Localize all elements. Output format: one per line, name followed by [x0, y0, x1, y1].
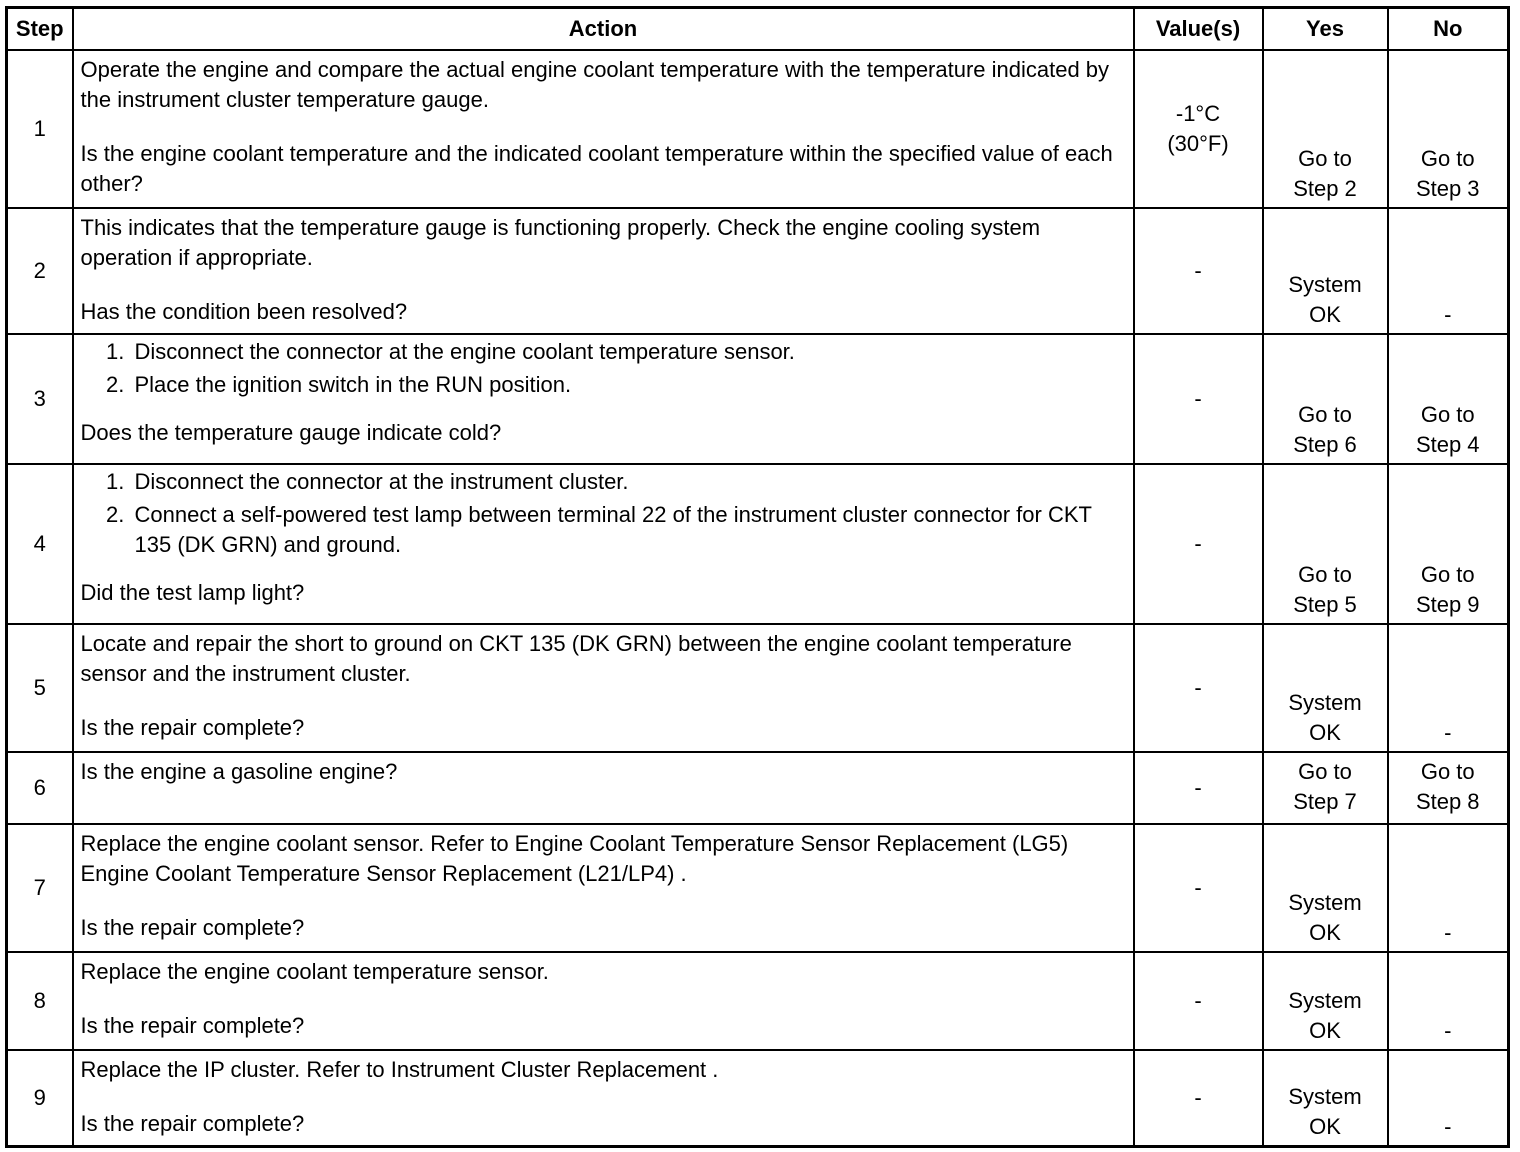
- no-cell: -: [1388, 952, 1509, 1050]
- table-row: [7, 624, 1509, 752]
- list-item: 2. Connect a self-powered test lamp between terminal 22 of the instrument cluster connector for CKT 135 (DK GRN) and ground.: [131, 500, 1127, 560]
- value-text: (30°F): [1167, 131, 1229, 156]
- value-cell: -: [1134, 952, 1263, 1050]
- no-text: Step 8: [1415, 788, 1480, 814]
- header-no: No: [1388, 8, 1509, 51]
- step-number: 4: [7, 464, 73, 624]
- table-row: [7, 824, 1509, 952]
- list-item: 1. Disconnect the connector at the engine coolant temperature sensor.: [131, 337, 1127, 367]
- action-cell: [73, 334, 1134, 464]
- action-question: Is the repair complete?: [80, 915, 305, 940]
- action-text: This indicates that the temperature gauge is functioning properly. Check the engine cooling system operation if appropriate.: [80, 215, 1041, 270]
- value-cell: -: [1134, 824, 1263, 952]
- action-cell: [73, 952, 1134, 1050]
- no-cell: [1388, 464, 1509, 624]
- action-text: Locate and repair the short to ground on CKT 135 (DK GRN) between the engine coolant temperature sensor and the instrument cluster.: [80, 631, 1072, 686]
- header-row: [7, 8, 1509, 51]
- yes-text: Go to: [1298, 562, 1352, 587]
- no-text: Go to: [1420, 402, 1475, 427]
- header-step: Step: [7, 8, 73, 51]
- no-cell: [1388, 752, 1509, 824]
- no-cell: [1388, 334, 1509, 464]
- table-row: [7, 1050, 1509, 1146]
- no-text: Step 4: [1415, 432, 1480, 457]
- no-cell: -: [1388, 1050, 1509, 1146]
- yes-text: System: [1288, 988, 1362, 1013]
- yes-text: Go to: [1298, 402, 1352, 427]
- step-number: 9: [7, 1050, 73, 1146]
- table-row: [7, 752, 1509, 824]
- yes-cell: [1263, 1050, 1388, 1146]
- header-action: Action: [73, 8, 1134, 51]
- yes-cell: [1263, 952, 1388, 1050]
- action-text: Operate the engine and compare the actual engine coolant temperature with the temperature indicated by the instrument cluster temperature gauge.: [80, 57, 1110, 112]
- yes-text: System: [1288, 272, 1362, 297]
- action-text: Replace the engine coolant sensor. Refer to Engine Coolant Temperature Sensor Replacement (LG5) Engine Coolant Temperature Sensor Replacement (L21/LP4) .: [80, 831, 1069, 886]
- value-cell: -: [1134, 464, 1263, 624]
- yes-text: OK: [1309, 1018, 1341, 1043]
- yes-text: Go to: [1298, 758, 1352, 784]
- action-question: Is the repair complete?: [80, 1013, 305, 1038]
- no-text: Go to: [1420, 562, 1475, 587]
- table-row: [7, 50, 1509, 208]
- action-question: Is the repair complete?: [80, 715, 305, 740]
- action-cell: [73, 208, 1134, 334]
- yes-text: Step 2: [1293, 176, 1357, 201]
- action-text: Replace the engine coolant temperature sensor.: [80, 959, 549, 984]
- table-row: [7, 464, 1509, 624]
- yes-text: OK: [1309, 1113, 1341, 1139]
- action-steps-list: [81, 467, 1127, 560]
- action-question: Is the engine coolant temperature and the indicated coolant temperature within the specified value of each other?: [80, 141, 1113, 196]
- step-number: 3: [7, 334, 73, 464]
- action-cell: [73, 824, 1134, 952]
- yes-text: System: [1288, 890, 1362, 915]
- step-number: 6: [7, 752, 73, 824]
- value-cell: -: [1134, 752, 1263, 824]
- no-text: Go to: [1420, 146, 1475, 171]
- header-values: Value(s): [1134, 8, 1263, 51]
- value-cell: -: [1134, 624, 1263, 752]
- value-cell: -: [1134, 1050, 1263, 1146]
- action-cell: [73, 50, 1134, 208]
- table-row: [7, 208, 1509, 334]
- action-text: Replace the IP cluster. Refer to Instrument Cluster Replacement .: [80, 1057, 719, 1082]
- no-cell: -: [1388, 824, 1509, 952]
- no-cell: [1388, 50, 1509, 208]
- value-cell: -: [1134, 208, 1263, 334]
- table-row: [7, 952, 1509, 1050]
- yes-text: Step 6: [1293, 432, 1357, 457]
- step-number: 8: [7, 952, 73, 1050]
- diagnostic-table: [5, 6, 1510, 1148]
- no-cell: -: [1388, 624, 1509, 752]
- action-cell: [73, 1050, 1134, 1146]
- yes-text: OK: [1309, 920, 1341, 945]
- list-item: 1. Disconnect the connector at the instrument cluster.: [131, 467, 1127, 497]
- action-question: Does the temperature gauge indicate cold?: [80, 420, 502, 445]
- no-text: Go to: [1420, 758, 1475, 784]
- yes-text: Step 7: [1293, 788, 1357, 814]
- step-number: 1: [7, 50, 73, 208]
- yes-text: Step 5: [1293, 592, 1357, 617]
- yes-text: Go to: [1298, 146, 1352, 171]
- yes-text: OK: [1309, 720, 1341, 745]
- value-text: -1°C: [1175, 101, 1221, 126]
- yes-text: System: [1288, 1083, 1362, 1109]
- action-question: Has the condition been resolved?: [80, 299, 408, 324]
- yes-text: OK: [1309, 302, 1341, 327]
- list-item: 2. Place the ignition switch in the RUN position.: [131, 370, 1127, 400]
- no-text: Step 9: [1415, 592, 1480, 617]
- no-cell: -: [1388, 208, 1509, 334]
- yes-text: System: [1288, 690, 1362, 715]
- yes-cell: [1263, 624, 1388, 752]
- action-cell: [73, 464, 1134, 624]
- yes-cell: [1263, 334, 1388, 464]
- action-cell: [73, 752, 1134, 824]
- action-text: Is the engine a gasoline engine?: [80, 759, 398, 784]
- step-number: 5: [7, 624, 73, 752]
- yes-cell: [1263, 50, 1388, 208]
- action-steps-list: [81, 337, 1127, 400]
- table-row: [7, 334, 1509, 464]
- yes-cell: [1263, 824, 1388, 952]
- action-question: Did the test lamp light?: [80, 580, 305, 605]
- step-number: 7: [7, 824, 73, 952]
- yes-cell: [1263, 752, 1388, 824]
- yes-cell: [1263, 208, 1388, 334]
- value-cell: -: [1134, 334, 1263, 464]
- header-yes: Yes: [1263, 8, 1388, 51]
- value-cell: [1134, 50, 1263, 208]
- action-question: Is the repair complete?: [80, 1111, 305, 1136]
- action-cell: [73, 624, 1134, 752]
- yes-cell: [1263, 464, 1388, 624]
- step-number: 2: [7, 208, 73, 334]
- no-text: Step 3: [1415, 176, 1480, 201]
